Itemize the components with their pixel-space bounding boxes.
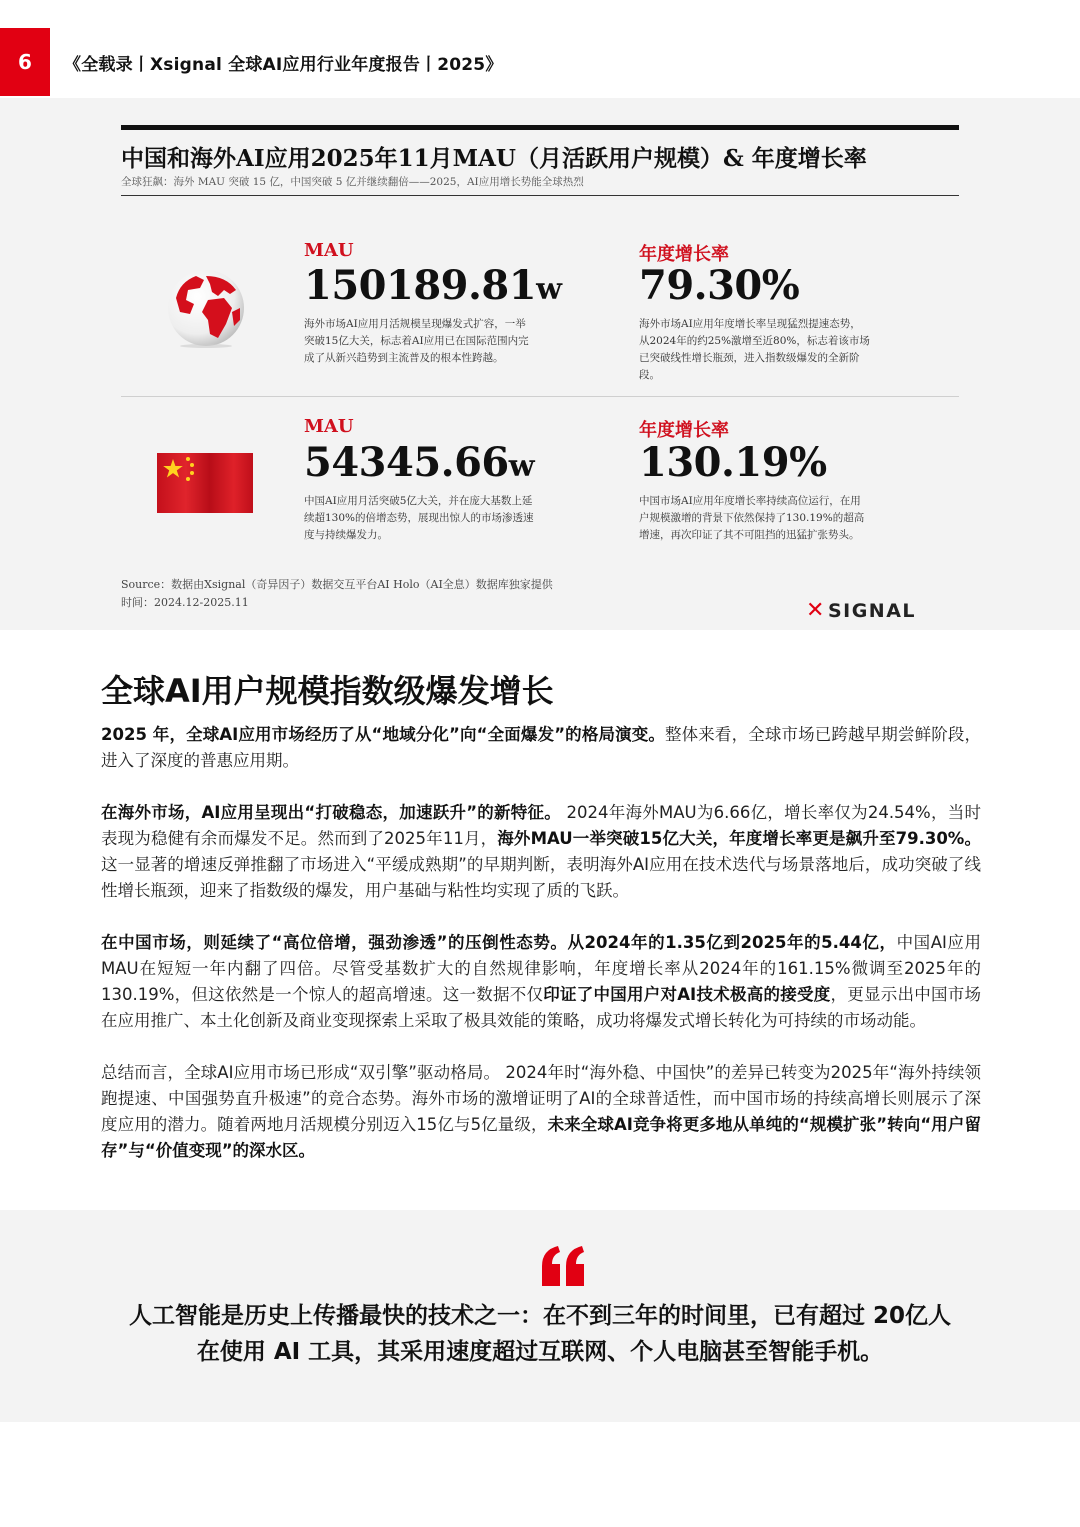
overseas-growth-desc: 海外市场AI应用年度增长率呈现猛烈提速态势，从2024年的约25%激增至近80%，标志着该市场已突破线性增长瓶颈，进入指数级爆发的全新阶段。 xyxy=(639,318,870,381)
source-note xyxy=(121,576,553,612)
report-title: 《全载录丨Xsignal 全球AI应用行业年度报告丨2025》 xyxy=(64,55,503,75)
logo-mark: ✕ xyxy=(806,598,826,623)
paragraph-3: 在中国市场，则延续了“高位倍增，强劲渗透”的压倒性态势。从2024年的1.35亿到2025年的5.44亿，中国AI应用MAU在短短一年内翻了四倍。尽管受基数扩大的自然规律影响，年度增长率从2024年的161.15%微调至2025年的130.19%，但这依然是一个惊人的超高增速。这一数据不仅印证了中国用户对AI技术极高的接受度，更显示出中国市场在应用推广、本土化创新及商业变现探索上采取了极具效能的策略，成功将爆发式增长转化为可持续的市场动能。 xyxy=(101,933,981,1030)
source-line: Source：数据由Xsignal（奇异因子）数据交互平台AI Holo（AI全息）数据库独家提供 xyxy=(121,578,553,591)
overseas-mau-value: 150189.81w xyxy=(304,262,562,309)
quote-text xyxy=(60,1298,1020,1370)
card-top-bar xyxy=(121,125,959,130)
china-mau-label: MAU xyxy=(304,416,354,437)
paragraph-4: 总结而言，全球AI应用市场已形成“双引擎”驱动格局。 2024年时“海外稳、中国快”的差异已转变为2025年“海外持续领跑提速、中国强势直升极速”的竞合态势。海外市场的激增证明了AI的全球普适性，而中国市场的持续高增长则展示了深度应用的潜力。随着两地月活规模分别迈入15亿与5亿量级，未来全球AI竞争将更多地从单纯的“规模扩张”转向“用户留存”与“价值变现”的深水区。 xyxy=(101,1063,981,1160)
china-flag-icon xyxy=(157,453,253,513)
overseas-growth-value: 79.30% xyxy=(639,262,800,309)
china-mau-value: 54345.66w xyxy=(304,439,535,486)
china-growth-label: 年度增长率 xyxy=(639,420,729,441)
paragraph-1: 2025 年，全球AI应用市场经历了从“地域分化”向“全面爆发”的格局演变。整体来看，全球市场已跨越早期尝鲜阶段，进入了深度的普惠应用期。 xyxy=(101,725,982,770)
article-heading: 全球AI用户规模指数级爆发增长 xyxy=(101,672,554,710)
quote-block xyxy=(0,1210,1080,1422)
overseas-mau-desc: 海外市场AI应用月活规模呈现爆发式扩容，一举突破15亿大关，标志着AI应用已在国际范围内完成了从新兴趋势到主流普及的根本性跨越。 xyxy=(304,318,529,364)
china-mau-desc: 中国AI应用月活突破5亿大关，并在庞大基数上延续超130%的倍增态势，展现出惊人的市场渗透速度与持续爆发力。 xyxy=(304,495,534,541)
card-divider xyxy=(121,396,959,397)
card-rule xyxy=(121,195,959,196)
time-line: 时间：2024.12-2025.11 xyxy=(121,596,249,609)
article-body xyxy=(101,722,981,1190)
quote-mark-icon xyxy=(540,1246,586,1286)
quote-line-2: 在使用 AI 工具，其采用速度超过互联网、个人电脑甚至智能手机。 xyxy=(196,1339,884,1365)
logo-text: SIGNAL xyxy=(827,599,916,622)
china-growth-desc: 中国市场AI应用年度增长率持续高位运行，在用户规模激增的背景下依然保持了130.19%的超高增速，再次印证了其不可阻挡的迅猛扩张势头。 xyxy=(639,495,865,541)
overseas-mau-label: MAU xyxy=(304,240,354,261)
card-title: 中国和海外AI应用2025年11月MAU（月活跃用户规模）& 年度增长率 xyxy=(121,145,867,172)
china-growth-value: 130.19% xyxy=(639,439,827,486)
page-number: 6 xyxy=(0,28,50,96)
quote-line-1: 人工智能是历史上传播最快的技术之一：在不到三年的时间里，已有超过 20亿人 xyxy=(128,1303,951,1329)
stats-card xyxy=(0,98,1080,630)
overseas-growth-label: 年度增长率 xyxy=(639,244,729,265)
globe-icon xyxy=(166,268,246,348)
xsignal-logo xyxy=(806,598,916,623)
paragraph-2: 在海外市场，AI应用呈现出“打破稳态，加速跃升”的新特征。 2024年海外MAU为6.66亿，增长率仅为24.54%，当时表现为稳健有余而爆发不足。然而到了2025年11月，海外MAU一举突破15亿大关，年度增长率更是飙升至79.30%。这一显著的增速反弹推翻了市场进入“平缓成熟期”的早期判断，表明海外AI应用在技术迭代与场景落地后，成功突破了线性增长瓶颈，迎来了指数级的爆发，用户基础与粘性均实现了质的飞跃。 xyxy=(101,803,981,900)
card-subtitle: 全球狂飙：海外 MAU 突破 15 亿，中国突破 5 亿并继续翻倍——2025，AI应用增长势能全球热烈 xyxy=(121,176,584,188)
